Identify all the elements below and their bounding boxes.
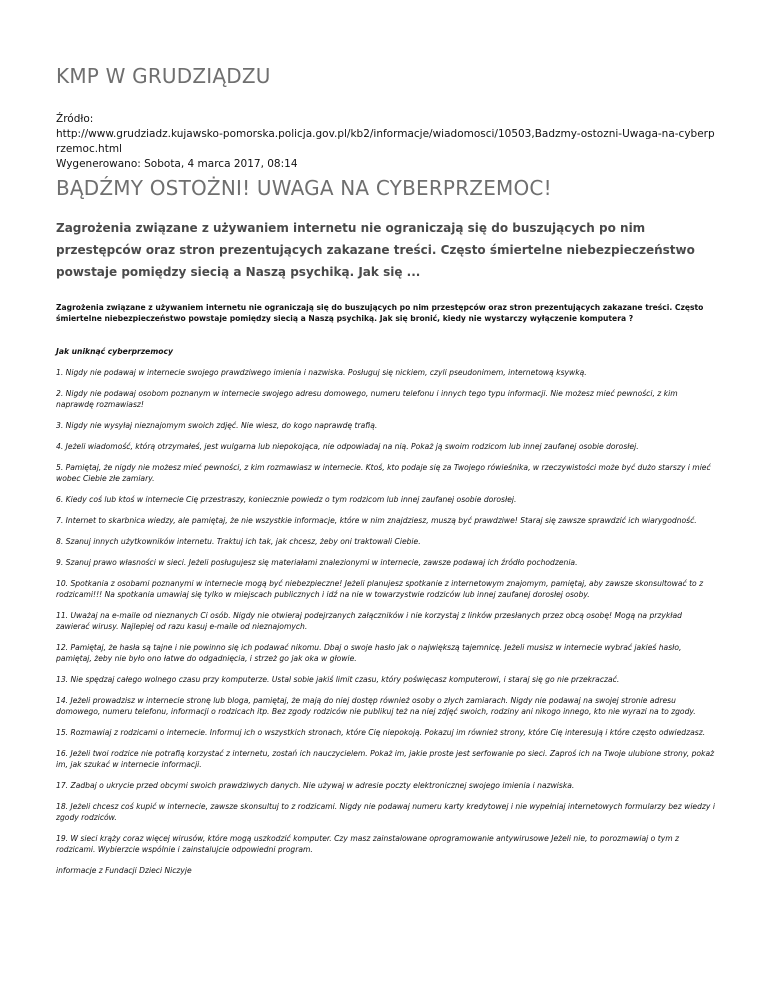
section-heading: Jak uniknąć cyberprzemocy — [56, 347, 173, 356]
list-item: 8. Szanuj innych użytkowników internetu. Traktuj ich tak, jak chcesz, żeby oni traktowali Ciebie. — [56, 537, 421, 546]
list-item: 19. W sieci krąży coraz więcej wirusów, które mogą uszkodzić komputer. Czy masz zainstalowane oprogramowanie antywirusowe Jeżeli nie, to porozmawiaj o tym z rodzicami. Wybierzcie wspólnie i zainstalujcie odpowiedni program. — [56, 834, 679, 854]
list-item: 7. Internet to skarbnica wiedzy, ale pamiętaj, że nie wszystkie informacje, które w nim znajdziesz, muszą być prawdziwe! Staraj się zawsze sprawdzić ich wiarygodność. — [56, 516, 697, 525]
list-item: 10. Spotkania z osobami poznanymi w internecie mogą być niebezpieczne! Jeżeli planujesz spotkanie z internetowym znajomym, pamiętaj, aby zawsze skonsultować to z rodzicami!!! Na spotkania umawiaj się tylko w miejscach publicznych i idź na nie w towarzystwie rodziców lub innej zaufanej dorosłej osoby. — [56, 579, 704, 599]
list-item: 17. Zadbaj o ukrycie przed obcymi swoich prawdziwych danych. Nie używaj w adresie poczty elektronicznej swojego imienia i nazwiska. — [56, 781, 575, 790]
list-item: 3. Nigdy nie wysyłaj nieznajomym swoich zdjęć. Nie wiesz, do kogo naprawdę trafią. — [56, 421, 378, 430]
list-item: 13. Nie spędzaj całego wolnego czasu przy komputerze. Ustal sobie jakiś limit czasu, który poświęcasz komputerowi, i staraj się go nie przekraczać. — [56, 675, 620, 684]
list-item: 1. Nigdy nie podawaj w internecie swojego prawdziwego imienia i nazwiska. Posługuj się nickiem, czyli pseudonimem, internetową ksywką. — [56, 368, 587, 377]
list-item: 16. Jeżeli twoi rodzice nie potrafią korzystać z internetu, zostań ich nauczycielem. Pokaż im, jakie proste jest serfowanie po sieci. Zaproś ich na Twoje ulubione strony, pokaż im, jak szukać w internecie informacji. — [56, 749, 715, 769]
source-note: informacje z Fundacji Dzieci Niczyje — [56, 866, 192, 875]
article-intro: Zagrożenia związane z używaniem internetu nie ograniczają się do buszujących po nim przestępców oraz stron prezentujących zakazane treści. Często śmiertelne niebezpieczeństwo powstaje pomiędzy siecią a Naszą psychiką. Jak się bronić, kiedy nie wystarczy wyłączenie komputera ? — [56, 303, 704, 323]
list-item: 15. Rozmawiaj z rodzicami o internecie. Informuj ich o wszystkich stronach, które Cię niepokoją. Pokazuj im również strony, które Cię interesują i które często odwiedzasz. — [56, 728, 706, 737]
source-url[interactable]: http://www.grudziadz.kujawsko-pomorska.policja.gov.pl/kb2/informacje/wiadomosci/10503,Badzmy-ostozni-Uwaga-na-cyberprzemoc.html — [56, 128, 715, 155]
list-item: 5. Pamiętaj, że nigdy nie możesz mieć pewności, z kim rozmawiasz w internecie. Ktoś, kto podaje się za Twojego rówieśnika, w rzeczywistości może być dużo starszy i mieć wobec Ciebie złe zamiary. — [56, 463, 711, 483]
list-item: 2. Nigdy nie podawaj osobom poznanym w internecie swojego adresu domowego, numeru telefonu i innych tego typu informacji. Nie możesz mieć pewności, z kim naprawdę rozmawiasz! — [56, 389, 678, 409]
list-item: 12. Pamiętaj, że hasła są tajne i nie powinno się ich podawać nikomu. Dbaj o swoje hasło jak o największą tajemnicę. Jeżeli musisz w internecie wybrać jakieś hasło, pamiętaj, żeby nie było ono łatwe do odgadnięcia, i strzeż go jak oka w głowie. — [56, 643, 682, 663]
list-item: 14. Jeżeli prowadzisz w internecie stronę lub bloga, pamiętaj, że mają do niej dostęp również osoby o złych zamiarach. Nigdy nie podawaj na swojej stronie adresu domowego, numeru telefonu, informacji o rodzicach itp. Bez zgody rodziców nie publikuj też na niej zdjęć swoich, rodziny ani nikogo innego, kto nie wyrazi na to zgody. — [56, 696, 696, 716]
list-item: 6. Kiedy coś lub ktoś w internecie Cię przestraszy, koniecznie powiedz o tym rodzicom lub innej zaufanej osobie dorosłej. — [56, 495, 517, 504]
generated-timestamp: Wygenerowano: Sobota, 4 marca 2017, 08:14 — [56, 158, 298, 170]
article-lead: Zagrożenia związane z używaniem internetu nie ograniczają się do buszujących po nim przestępców oraz stron prezentujących zakazane treści. Często śmiertelne niebezpieczeństwo powstaje pomiędzy siecią a Naszą psychiką. Jak się ... — [56, 221, 695, 279]
article-body — [56, 302, 716, 876]
source-meta — [56, 112, 716, 172]
list-item: 18. Jeżeli chcesz coś kupić w internecie, zawsze skonsultuj to z rodzicami. Nigdy nie podawaj numeru karty kredytowej i nie wypełniaj internetowych formularzy bez wiedzy i zgody rodziców. — [56, 802, 715, 822]
site-title: KMP W GRUDZIĄDZU — [56, 64, 271, 88]
list-item: 11. Uważaj na e-maile od nieznanych Ci osób. Nigdy nie otwieraj podejrzanych załączników i nie korzystaj z linków przesłanych przez obcą osobę! Mogą na przykład zawierać wirusy. Najlepiej od razu kasuj e-maile od nieznajomych. — [56, 611, 682, 631]
list-item: 4. Jeżeli wiadomość, którą otrzymałeś, jest wulgarna lub niepokojąca, nie odpowiadaj na nią. Pokaż ją swoim rodzicom lub innej zaufanej osobie dorosłej. — [56, 442, 639, 451]
article-title: BĄDŹMY OSTOŻNI! UWAGA NA CYBERPRZEMOC! — [56, 176, 552, 200]
list-item: 9. Szanuj prawo własności w sieci. Jeżeli posługujesz się materiałami znalezionymi w internecie, zawsze podawaj ich źródło pochodzenia. — [56, 558, 578, 567]
source-label: Źródło: — [56, 113, 94, 125]
